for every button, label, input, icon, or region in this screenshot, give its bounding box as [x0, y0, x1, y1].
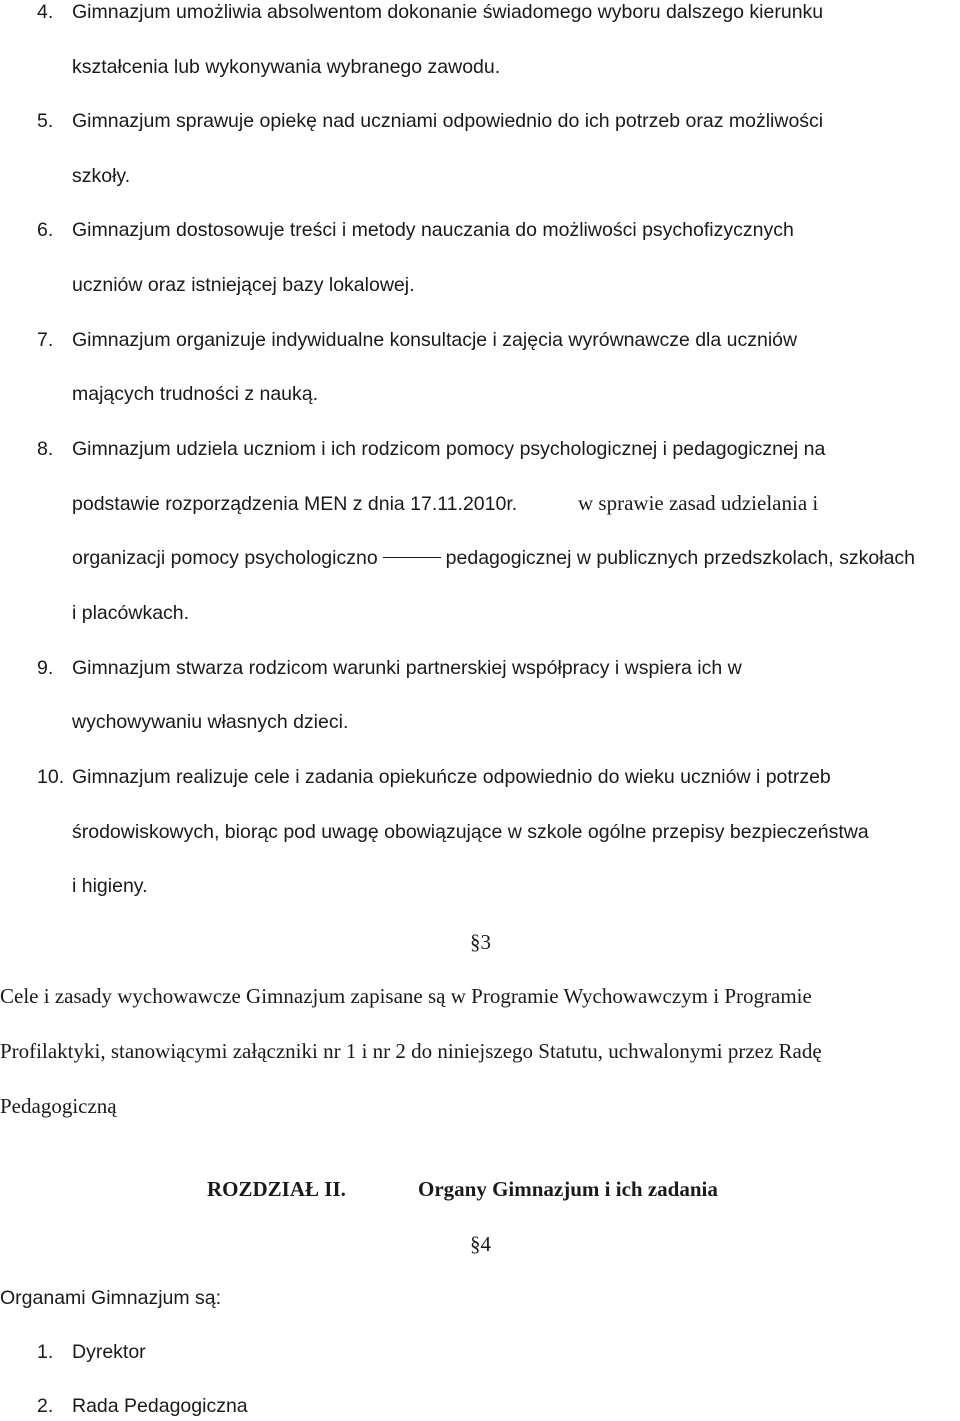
list-item-text: Rada Pedagogiczna	[72, 1395, 248, 1417]
section-heading: §4	[470, 1232, 491, 1256]
list-item-number: 6.	[37, 219, 54, 241]
list-item-text: w sprawie zasad udzielania i	[578, 491, 819, 515]
list-item-text: kształcenia lub wykonywania wybranego zawodu.	[72, 56, 501, 78]
list-item-text-part: organizacji pomocy psychologiczno	[72, 547, 378, 569]
list-item-text: Gimnazjum umożliwia absolwentom dokonanie świadomego wyboru dalszego kierunku	[72, 1, 824, 23]
list-item-number: 10.	[37, 766, 65, 788]
section-heading: §3	[470, 930, 491, 954]
paragraph-line: Cele i zasady wychowawcze Gimnazjum zapisane są w Programie Wychowawczym i Programie	[0, 984, 812, 1008]
list-item-number: 9.	[37, 657, 54, 679]
list-item-number: 1.	[37, 1341, 54, 1363]
list-item-text: szkoły.	[72, 165, 131, 187]
list-item-text: Gimnazjum stwarza rodzicom warunki partnerskiej współpracy i wspiera ich w	[72, 657, 742, 679]
list-item-text: Gimnazjum dostosowuje treści i metody nauczania do możliwości psychofizycznych	[72, 219, 794, 241]
list-item-number: 4.	[37, 1, 54, 23]
list-item-text: środowiskowych, biorąc pod uwagę obowiązujące w szkole ogólne przepisy bezpieczeństwa	[72, 821, 869, 843]
list-item-text: i placówkach.	[72, 602, 190, 624]
list-item-text: Gimnazjum sprawuje opiekę nad uczniami odpowiednio do ich potrzeb oraz możliwości	[72, 110, 824, 132]
chapter-title: Organy Gimnazjum i ich zadania	[418, 1177, 718, 1201]
list-item-text: Gimnazjum realizuje cele i zadania opiekuńcze odpowiednio do wieku uczniów i potrzeb	[72, 766, 831, 788]
list-item-text: uczniów oraz istniejącej bazy lokalowej.	[72, 274, 415, 296]
list-item-text	[72, 546, 915, 570]
list-item-text: wychowywaniu własnych dzieci.	[72, 711, 349, 733]
paragraph-line: Profilaktyki, stanowiącymi załączniki nr 1 i nr 2 do niniejszego Statutu, uchwalonymi przez Radę	[0, 1039, 822, 1063]
chapter-label: ROZDZIAŁ II.	[207, 1177, 346, 1201]
list-item-text-part: pedagogicznej w publicznych przedszkolach, szkołach	[445, 547, 916, 569]
list-item-text: i higieny.	[72, 875, 148, 897]
list-item-number: 2.	[37, 1395, 54, 1417]
list-item-text: Gimnazjum udziela uczniom i ich rodzicom pomocy psychologicznej i pedagogicznej na	[72, 438, 826, 460]
list-item-number: 8.	[37, 438, 54, 460]
list-item-text: podstawie rozporządzenia MEN z dnia 17.11.2010r.	[72, 493, 518, 515]
list-item-text: Dyrektor	[72, 1341, 146, 1363]
paragraph-line: Organami Gimnazjum są:	[0, 1287, 222, 1309]
list-item-number: 7.	[37, 329, 54, 351]
list-item-text: Gimnazjum organizuje indywidualne konsultacje i zajęcia wyrównawcze dla uczniów	[72, 329, 798, 351]
list-item-text: mających trudności z nauką.	[72, 383, 319, 405]
paragraph-line: Pedagogiczną	[0, 1094, 117, 1118]
dash-divider	[383, 557, 441, 558]
list-item-number: 5.	[37, 110, 54, 132]
